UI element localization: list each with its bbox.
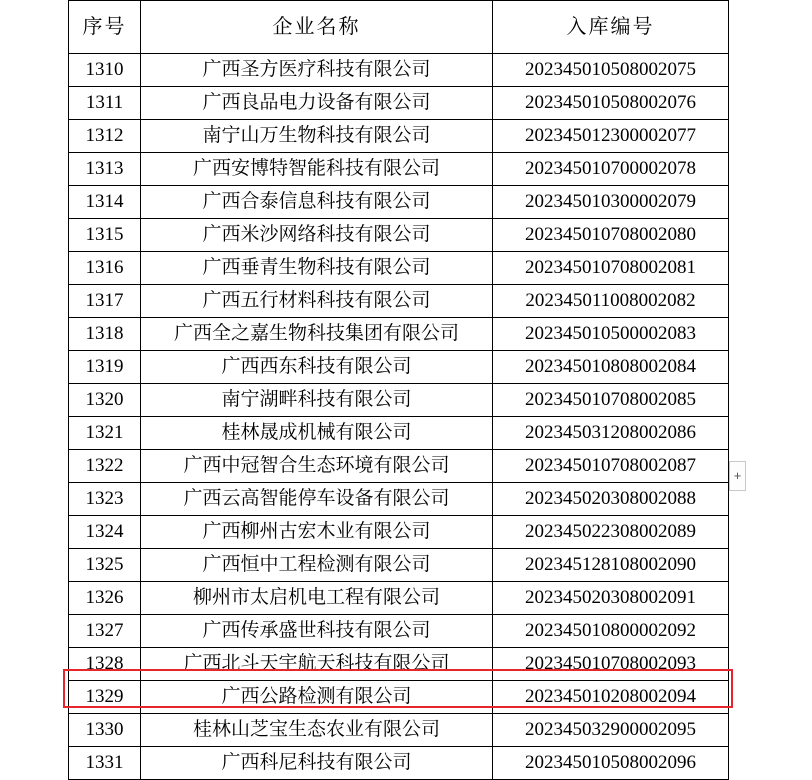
cell-seq: 1329 (69, 681, 141, 714)
cell-seq: 1321 (69, 417, 141, 450)
zoom-in-button[interactable]: + (729, 461, 746, 491)
cell-code: 202345020308002091 (493, 582, 729, 615)
cell-code: 202345010808002084 (493, 351, 729, 384)
table-row (69, 153, 729, 186)
cell-seq: 1312 (69, 120, 141, 153)
table-row (69, 120, 729, 153)
table-row (69, 384, 729, 417)
table-row (69, 615, 729, 648)
cell-name: 广西安博特智能科技有限公司 (141, 153, 493, 186)
table-row (69, 549, 729, 582)
cell-seq: 1328 (69, 648, 141, 681)
cell-name: 广西柳州古宏木业有限公司 (141, 516, 493, 549)
cell-name: 广西良品电力设备有限公司 (141, 87, 493, 120)
cell-code: 202345010708002085 (493, 384, 729, 417)
cell-name: 广西公路检测有限公司 (141, 681, 493, 714)
cell-code: 202345010708002087 (493, 450, 729, 483)
table-row (69, 186, 729, 219)
cell-name: 广西北斗天宇航天科技有限公司 (141, 648, 493, 681)
cell-seq: 1318 (69, 318, 141, 351)
cell-code: 202345128108002090 (493, 549, 729, 582)
cell-name: 广西传承盛世科技有限公司 (141, 615, 493, 648)
cell-seq: 1316 (69, 252, 141, 285)
table-row (69, 747, 729, 780)
column-header-name: 企业名称 (141, 1, 493, 54)
table-row (69, 417, 729, 450)
table-row (69, 582, 729, 615)
cell-code: 202345010700002078 (493, 153, 729, 186)
cell-code: 202345010508002096 (493, 747, 729, 780)
cell-name: 南宁湖畔科技有限公司 (141, 384, 493, 417)
cell-seq: 1319 (69, 351, 141, 384)
cell-seq: 1323 (69, 483, 141, 516)
cell-name: 广西合泰信息科技有限公司 (141, 186, 493, 219)
table-row (69, 54, 729, 87)
cell-seq: 1313 (69, 153, 141, 186)
cell-code: 202345031208002086 (493, 417, 729, 450)
cell-code: 202345010300002079 (493, 186, 729, 219)
cell-code: 202345010708002080 (493, 219, 729, 252)
table-row (69, 318, 729, 351)
cell-seq: 1325 (69, 549, 141, 582)
cell-code: 202345010708002081 (493, 252, 729, 285)
cell-seq: 1315 (69, 219, 141, 252)
cell-code: 202345032900002095 (493, 714, 729, 747)
cell-seq: 1324 (69, 516, 141, 549)
cell-code: 202345010708002093 (493, 648, 729, 681)
cell-name: 广西圣方医疗科技有限公司 (141, 54, 493, 87)
column-header-code: 入库编号 (493, 1, 729, 54)
cell-code: 202345010500002083 (493, 318, 729, 351)
cell-code: 202345010508002076 (493, 87, 729, 120)
table-row (69, 450, 729, 483)
cell-code: 202345012300002077 (493, 120, 729, 153)
column-header-seq: 序号 (69, 1, 141, 54)
cell-name: 广西恒中工程检测有限公司 (141, 549, 493, 582)
cell-name: 广西全之嘉生物科技集团有限公司 (141, 318, 493, 351)
cell-code: 202345010208002094 (493, 681, 729, 714)
table-row (69, 516, 729, 549)
cell-seq: 1317 (69, 285, 141, 318)
cell-seq: 1326 (69, 582, 141, 615)
cell-seq: 1327 (69, 615, 141, 648)
cell-code: 202345022308002089 (493, 516, 729, 549)
cell-name: 广西科尼科技有限公司 (141, 747, 493, 780)
table-row (69, 648, 729, 681)
table-row (69, 219, 729, 252)
cell-name: 广西米沙网络科技有限公司 (141, 219, 493, 252)
cell-name: 桂林晟成机械有限公司 (141, 417, 493, 450)
table-row-highlighted (69, 681, 729, 714)
table-row (69, 483, 729, 516)
cell-name: 桂林山芝宝生态农业有限公司 (141, 714, 493, 747)
table-row (69, 351, 729, 384)
cell-name: 广西五行材料科技有限公司 (141, 285, 493, 318)
table-header (69, 1, 729, 54)
cell-seq: 1310 (69, 54, 141, 87)
table-row (69, 285, 729, 318)
cell-name: 广西云高智能停车设备有限公司 (141, 483, 493, 516)
cell-seq: 1320 (69, 384, 141, 417)
cell-name: 柳州市太启机电工程有限公司 (141, 582, 493, 615)
cell-name: 南宁山万生物科技有限公司 (141, 120, 493, 153)
cell-seq: 1322 (69, 450, 141, 483)
table-header-row (69, 1, 729, 54)
table-row (69, 252, 729, 285)
table-row (69, 87, 729, 120)
cell-name: 广西垂青生物科技有限公司 (141, 252, 493, 285)
cell-code: 202345010508002075 (493, 54, 729, 87)
cell-name: 广西西东科技有限公司 (141, 351, 493, 384)
cell-seq: 1331 (69, 747, 141, 780)
table-row (69, 714, 729, 747)
cell-seq: 1330 (69, 714, 141, 747)
cell-seq: 1311 (69, 87, 141, 120)
cell-code: 202345010800002092 (493, 615, 729, 648)
cell-seq: 1314 (69, 186, 141, 219)
table-body (69, 54, 729, 780)
cell-code: 202345020308002088 (493, 483, 729, 516)
cell-code: 202345011008002082 (493, 285, 729, 318)
enterprise-registry-table (68, 0, 729, 780)
cell-name: 广西中冠智合生态环境有限公司 (141, 450, 493, 483)
